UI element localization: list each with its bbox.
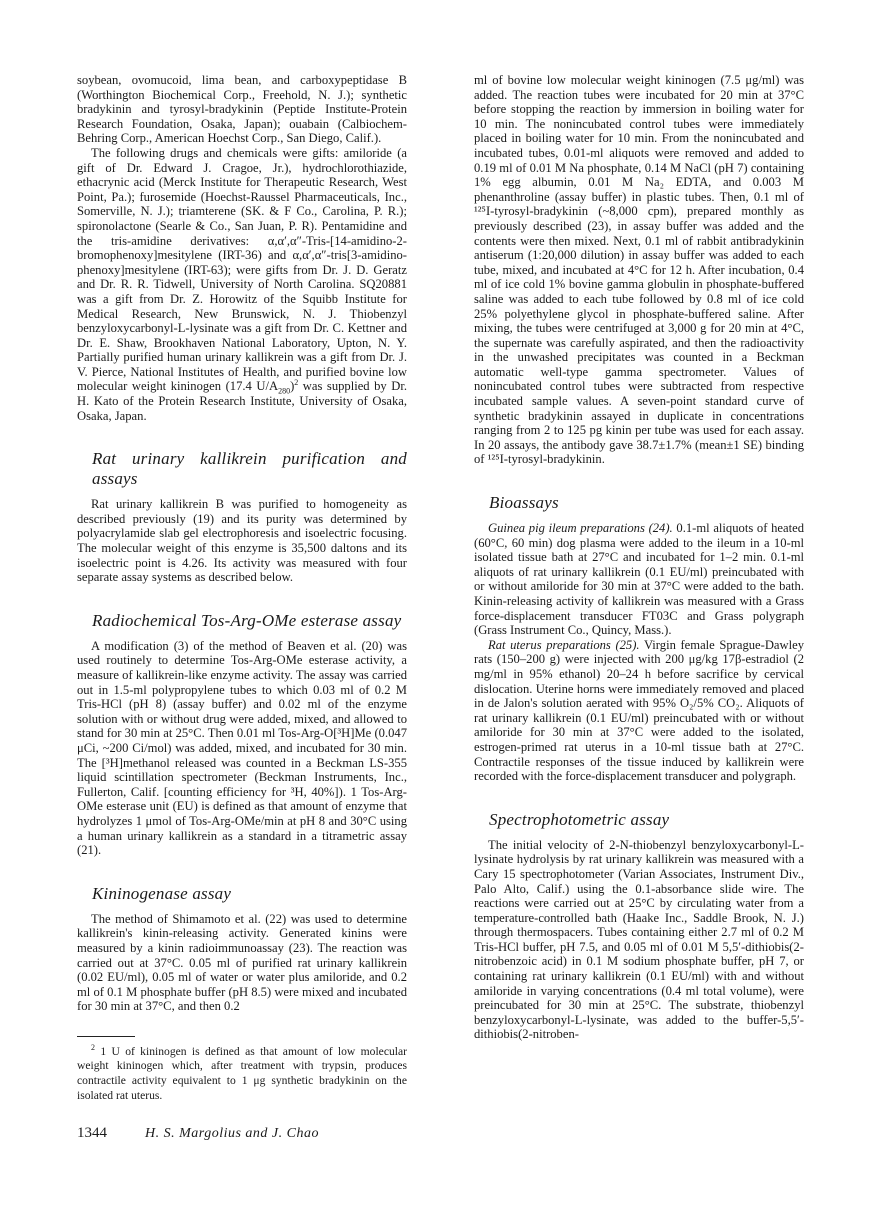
section-heading-radiochemical: Radiochemical Tos-Arg-OMe esterase assay — [92, 610, 402, 630]
section-heading-kininogenase: Kininogenase assay — [92, 883, 232, 903]
page-footer — [77, 1125, 319, 1142]
gifts-text-1: The following drugs and chemicals were gifts: amiloride (a gift of Dr. Edward J. Cragoe, Jr.), hydrochlorothiazide, ethacrynic acid (Merck Institute for Therapeutic Research, West Point, Pa.); furosemide (Hoechst-Raussel Pharmaceuticals, Inc., Somerville, N. J.); triamterene (SK. & F Co., Carolina, P. R.); spironolactone (Searle & Co., San Juan, P. R). Pentamidine and the tris-amidine derivatives: α,α′,α″-Tris-[14-amidino-2-bromophenoxy]mesitylene (IRT-36) and α,α′,α″-tris[3-amidino-phenoxy]mesitylene (IRT-63); were gifts from Dr. J. D. Geratz and Dr. R. R. Tidwell, University of North Carolina. SQ20881 was a gift from Dr. Z. Horowitz of the Squibb Institute for Medical Research, New Brunswick, N. J. Thiobenzyl benzyloxycarbonyl-L-lysinate was a gift from Dr. C. Kettner and Dr. E. Shaw, Brookhaven National Laboratory, Upton, N. Y. Partially purified human urinary kallikrein was a gift from Dr. J. V. Pierce, National Institutes of Health, and purified bovine low molecular weight kininogen (17.4 U/A — [77, 145, 407, 394]
section-heading-purification: Rat urinary kallikrein purification and assays — [92, 449, 407, 489]
kininogenase-continued-paragraph: ml of bovine low molecular weight kininogen (7.5 μg/ml) was added. The reaction tubes were incubated for 20 min at 37°C before stopping the reaction by immersion in boiling water for 10 min. The nonincubated control tubes were immediately placed in boiling water for 10 min. From the nonincubated and incubated tubes, 0.01-ml aliquots were removed and added to 0.19 ml of 0.01 M Na phosphate, 0.14 M NaCl (pH 7) containing 1% egg albumin, 0.01 M Na₂ EDTA, and 0.003 M phenanthroline (assay buffer) in plastic tubes. Then, 0.1 ml of ¹²⁵I-tyrosyl-bradykinin (~8,000 cpm), prepared monthly as previously described (23), in assay buffer was added and the contents were then mixed. Next, 0.1 ml of rabbit antibradykinin antiserum (1:20,000 dilution) in assay buffer was added to each tube, mixed, and incubated at 4°C for 12 h. After incubation, 0.4 ml of ice cold 1% bovine gamma globulin in phosphate-buffered saline was added to each tube followed by 0.8 ml of ice cold 25% polyethylene glycol in phosphate-buffered saline. After mixing, the tubes were centrifuged at 3,000 g for 20 min at 4°C, the supernate was carefully aspirated, and then the radioactivity in the unwashed precipitates was counted in a Beckman automatic well-type gamma spectrometer. Values of nonincubated control tubes were subtracted from respective incubated sample values. A seven-point standard curve of synthetic bradykinin assayed in duplicate in concentrations ranging from 2 to 125 pg kinin per tube was used for each assay. In 20 assays, the antibody gave 38.7±1.7% (mean±1 SE) binding of ¹²⁵I-tyrosyl-bradykinin. — [474, 73, 804, 467]
footnote-marker: 2 — [91, 1043, 95, 1053]
kininogenase-paragraph: The method of Shimamoto et al. (22) was used to determine kallikrein's kinin-releasing activity. Generated kinins were measured by a kinin radioimmunoassay (23). The reaction was carried out at 37°C. 0.05 ml of purified rat urinary kallikrein (0.02 EU/ml), 0.05 ml of water or water plus amiloride, and 0.2 ml of 0.1 M phosphate buffer (pH 8.5) were mixed and incubated for 30 min at 37°C, and then 0.2 — [77, 911, 407, 1014]
footnote-text: 1 U of kininogen is defined as that amount of low molecular weight kininogen which, after treatment with trypsin, produces contractile activity equivalent to 1 μg synthetic bradykinin on the isolated rat uterus. — [77, 1044, 407, 1102]
running-authors: H. S. Margolius and J. Chao — [145, 1126, 319, 1141]
footnote-ref: 2 — [294, 378, 299, 388]
left-column — [77, 73, 407, 1103]
right-column — [474, 73, 804, 1042]
footnote — [77, 1045, 407, 1103]
gifts-paragraph: The following drugs and chemicals were gifts: amiloride (a gift of Dr. Edward J. Cragoe, Jr.), hydrochlorothiazide, ethacrynic acid (Merck Institute for Therapeutic Research, West Point, Pa.); furosemide (Hoechst-Raussel Pharmaceuticals, Inc., Somerville, N. J.); triamterene (SK. & F Co., Carolina, P. R.); spironolactone (Searle & Co., San Juan, P. R). Pentamidine and the tris-amidine derivatives: α,α′,α″-Tris-[14-amidino-2-bromophenoxy]mesitylene (IRT-36) and α,α′,α″-tris[3-amidino-phenoxy]mesitylene (IRT-63); were gifts from Dr. J. D. Geratz and Dr. R. R. Tidwell, University of North Carolina. SQ20881 was a gift from Dr. Z. Horowitz of the Squibb Institute for Medical Research, New Brunswick, N. J. Thiobenzyl benzyloxycarbonyl-L-lysinate was a gift from Dr. C. Kettner and Dr. E. Shaw, Brookhaven National Laboratory, Upton, N. Y. Partially purified human urinary kallikrein was a gift from Dr. J. V. Pierce, National Institutes of Health, and purified bovine low molecular weight kininogen (17.4 $U/A_{280})^2$ was supplied by Dr. H. Kato of the Protein Research Institute, University of Osaka, Osaka, Japan. — [77, 145, 407, 423]
purification-paragraph: Rat urinary kallikrein B was purified to homogeneity as described previously (19) and its purity was determined by polyacrylamide slab gel electrophoresis and isoelectric focusing. The molecular weight of this enzyme is 35,500 daltons and its isoelectric point is 4.26. Its activity was measured with four separate assay systems as described below. — [77, 497, 407, 585]
intro-paragraph: soybean, ovomucoid, lima bean, and carboxypeptidase B (Worthington Biochemical Corp., Freehold, N. J.); synthetic bradykinin and tyrosyl-bradykinin (Peptide Institute-Protein Research Foundation, Osaka, Japan); ouabain (Calbiochem-Behring Corp., American Hoechst Corp., San Diego, Calif.). — [77, 73, 407, 146]
rat-uterus-text: Virgin female Sprague-Dawley rats (150–200 g) were injected with 200 μg/kg 17β-estradiol (2 mg/ml in 95% ethanol) 20–24 h before sacrifice by cervical dislocation. Uterine horns were immediately removed and placed in de Jalon's solution aerated with 95% O₂/5% CO₂. Aliquots of rat urinary kallikrein (0.1 EU/ml) preincubated with or without amiloride for 30 min at 37°C were added to the isolated, estrogen-primed rat uterus in a 10-ml tissue bath at 27°C. Contractile responses of the tissue induced by kallikrein were recorded with the force-displacement transducer and polygraph. — [474, 637, 804, 784]
section-heading-bioassays: Bioassays — [489, 493, 559, 513]
spectrophotometric-paragraph: The initial velocity of 2-N-thiobenzyl benzyloxycarbonyl-L-lysinate hydrolysis by rat urinary kallikrein was measured with a Cary 15 spectrophotometer (Varian Associates, Instrument Div., Palo Alto, Calif.) using the 0.1-absorbance slide wire. The reactions were carried out at 25°C by circulating water from a temperature-controlled bath (Haake Inc., Saddle Brook, N. J.) through thermospacers. Tubes containing either 2.7 ml of 0.2 M Tris-HCl buffer, pH 7.5, and 0.05 ml of 0.01 M 5,5′-dithiobis(2-nitrobenzoic acid) in 0.1 M sodium phosphate buffer, pH 7, or containing rat urinary kallikrein (0.1 EU/ml) with and without amiloride in varying concentrations (0.4 ml total volume), were preincubated for 30 min at 25°C. The substrate, thiobenzyl benzyloxycarbonyl-L-lysinate, was added to the buffer-5,5′-dithiobis(2-nitroben- — [474, 837, 804, 1042]
guinea-pig-subheading: Guinea pig ileum preparations (24). — [488, 521, 673, 536]
gifts-text-2: was supplied by Dr. H. Kato of the Protein Research Institute, University of Osaka, Osaka, Japan. — [77, 379, 407, 423]
subscript: 280 — [278, 386, 291, 396]
guinea-pig-paragraph — [474, 521, 804, 638]
page-number: 1344 — [77, 1125, 107, 1141]
guinea-pig-text: 0.1-ml aliquots of heated (60°C, 60 min) dog plasma were added to the ileum in a 10-ml isolated tissue bath at 27°C and incubated for 1–2 min. 0.1-ml aliquots of rat urinary kallikrein (0.1 EU/ml) preincubated with or without amiloride for 30 min at 37°C were added to the bath. Kinin-releasing activity of kallikrein was measured with a Grass force-displacement transducer FT03C and Grass polygraph (Grass Instrument Co., Quincy, Mass.). — [474, 521, 804, 638]
rat-uterus-paragraph — [474, 638, 804, 784]
section-heading-spectrophotometric: Spectrophotometric assay — [489, 809, 670, 829]
rat-uterus-subheading: Rat uterus preparations (25). — [488, 637, 640, 652]
footnote-divider — [77, 1036, 135, 1037]
radiochemical-paragraph: A modification (3) of the method of Beaven et al. (20) was used routinely to determine Tos-Arg-OMe esterase activity, a measure of kallikrein-like enzyme activity. The assay was carried out in 1.5-ml polypropylene tubes to which 0.03 ml of 0.2 M Tris-HCl (pH 8) (assay buffer) and 0.02 ml of the enzyme solution with or without drug were added, mixed, and allowed to stand for 30 min at 25°C. Then 0.01 ml Tos-Arg-O[³H]Me (0.047 μCi, ~200 Ci/mol) was added, mixed, and incubated for 30 min. The [³H]methanol released was counted in a Beckman LS-355 liquid scintillation spectrometer (Beckman Instruments, Inc., Fullerton, Calif. [counting efficiency for ³H, 40%]). 1 Tos-Arg-OMe esterase unit (EU) is defined as that amount of enzyme that hydrolyzes 1 μmol of Tos-Arg-OMe/min at pH 8 and 30°C using a human urinary kallikrein as a standard in a titrametric assay (21). — [77, 638, 407, 858]
